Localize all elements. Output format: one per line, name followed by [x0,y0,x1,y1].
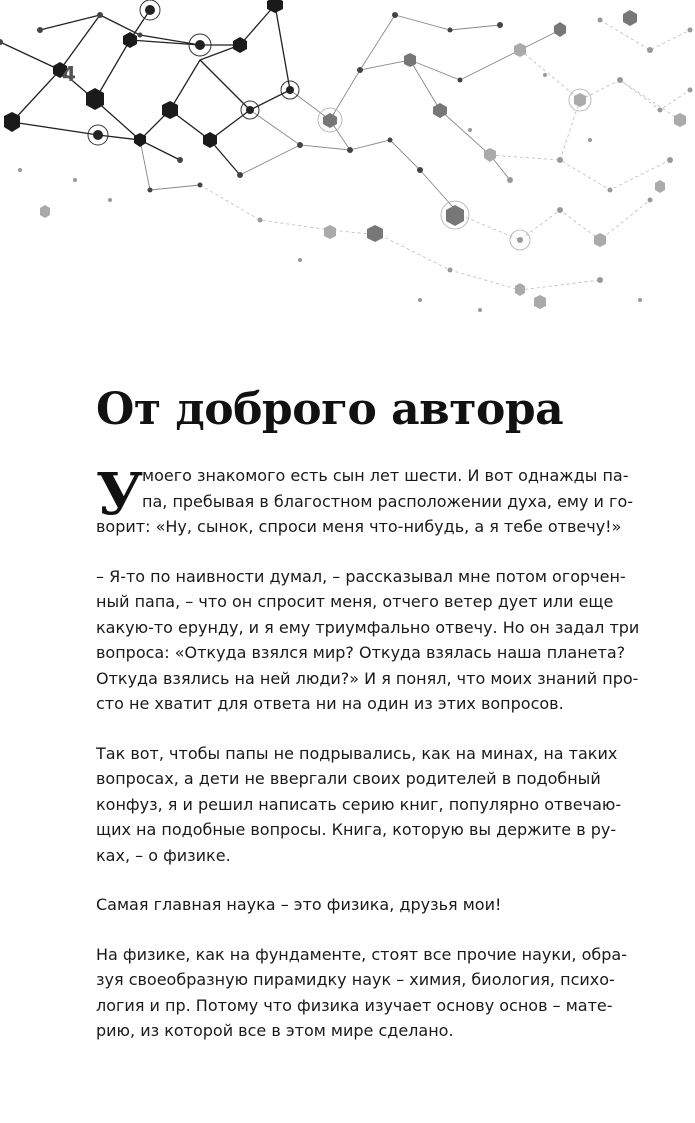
paragraph [96,942,636,1044]
text-line: вопросах, а дети не ввергали своих родителей в подобный [96,769,601,788]
text-line: рию, из которой все в этом мире сделано. [96,1021,454,1040]
paragraph [96,460,636,540]
paragraph [96,741,636,869]
text-line: зуя своеобразную пирамидку наук – химия, биология, психо- [96,970,615,989]
text-line: Откуда взялись на ней люди?» И я понял, что моих знаний про- [96,668,639,688]
text-line: Самая главная наука – это физика, друзья мои! [96,895,502,914]
text-line: моего знакомого есть сын лет шести. И вот однажды па- [142,466,629,485]
text-line: ворит: «Ну, сынок, спроси меня что-нибудь, а я тебе отвечу!» [96,517,622,536]
text-line: логия и пр. Потому что физика изучает основу основ – мате- [96,995,613,1015]
dropcap-letter: У [96,460,144,528]
text-line: вопроса: «Откуда взялся мир? Откуда взялась наша планета? [96,643,626,662]
network-illustration [0,0,695,320]
text-line: – Я-то по наивности думал, – рассказывал мне потом огорчен- [96,566,626,586]
paragraph [96,892,636,918]
article-body [96,460,640,1068]
page-number: 4 [62,62,76,86]
text-line: Так вот, чтобы папы не подрывались, как на минах, на таких [96,743,618,763]
paragraph [96,564,640,717]
text-line: какую-то ерунду, и я ему триумфально отвечу. Но он задал три [96,617,640,637]
text-line: ках, – о физике. [96,845,231,865]
text-line: ный папа, – что он спросит меня, отчего ветер дует или еще [96,592,614,611]
page-title: От доброго автора [96,384,564,435]
text-line: конфуз, я и решил написать серию книг, популярно отвечаю- [96,794,622,814]
text-line: На физике, как на фундаменте, стоят все прочие науки, обра- [96,944,627,964]
text-line: щих на подобные вопросы. Книга, которую вы держите в ру- [96,820,617,839]
text-line: па, пребывая в благостном расположении духа, ему и го- [142,491,633,511]
text-line: сто не хватит для ответа ни на один из этих вопросов. [96,694,564,713]
